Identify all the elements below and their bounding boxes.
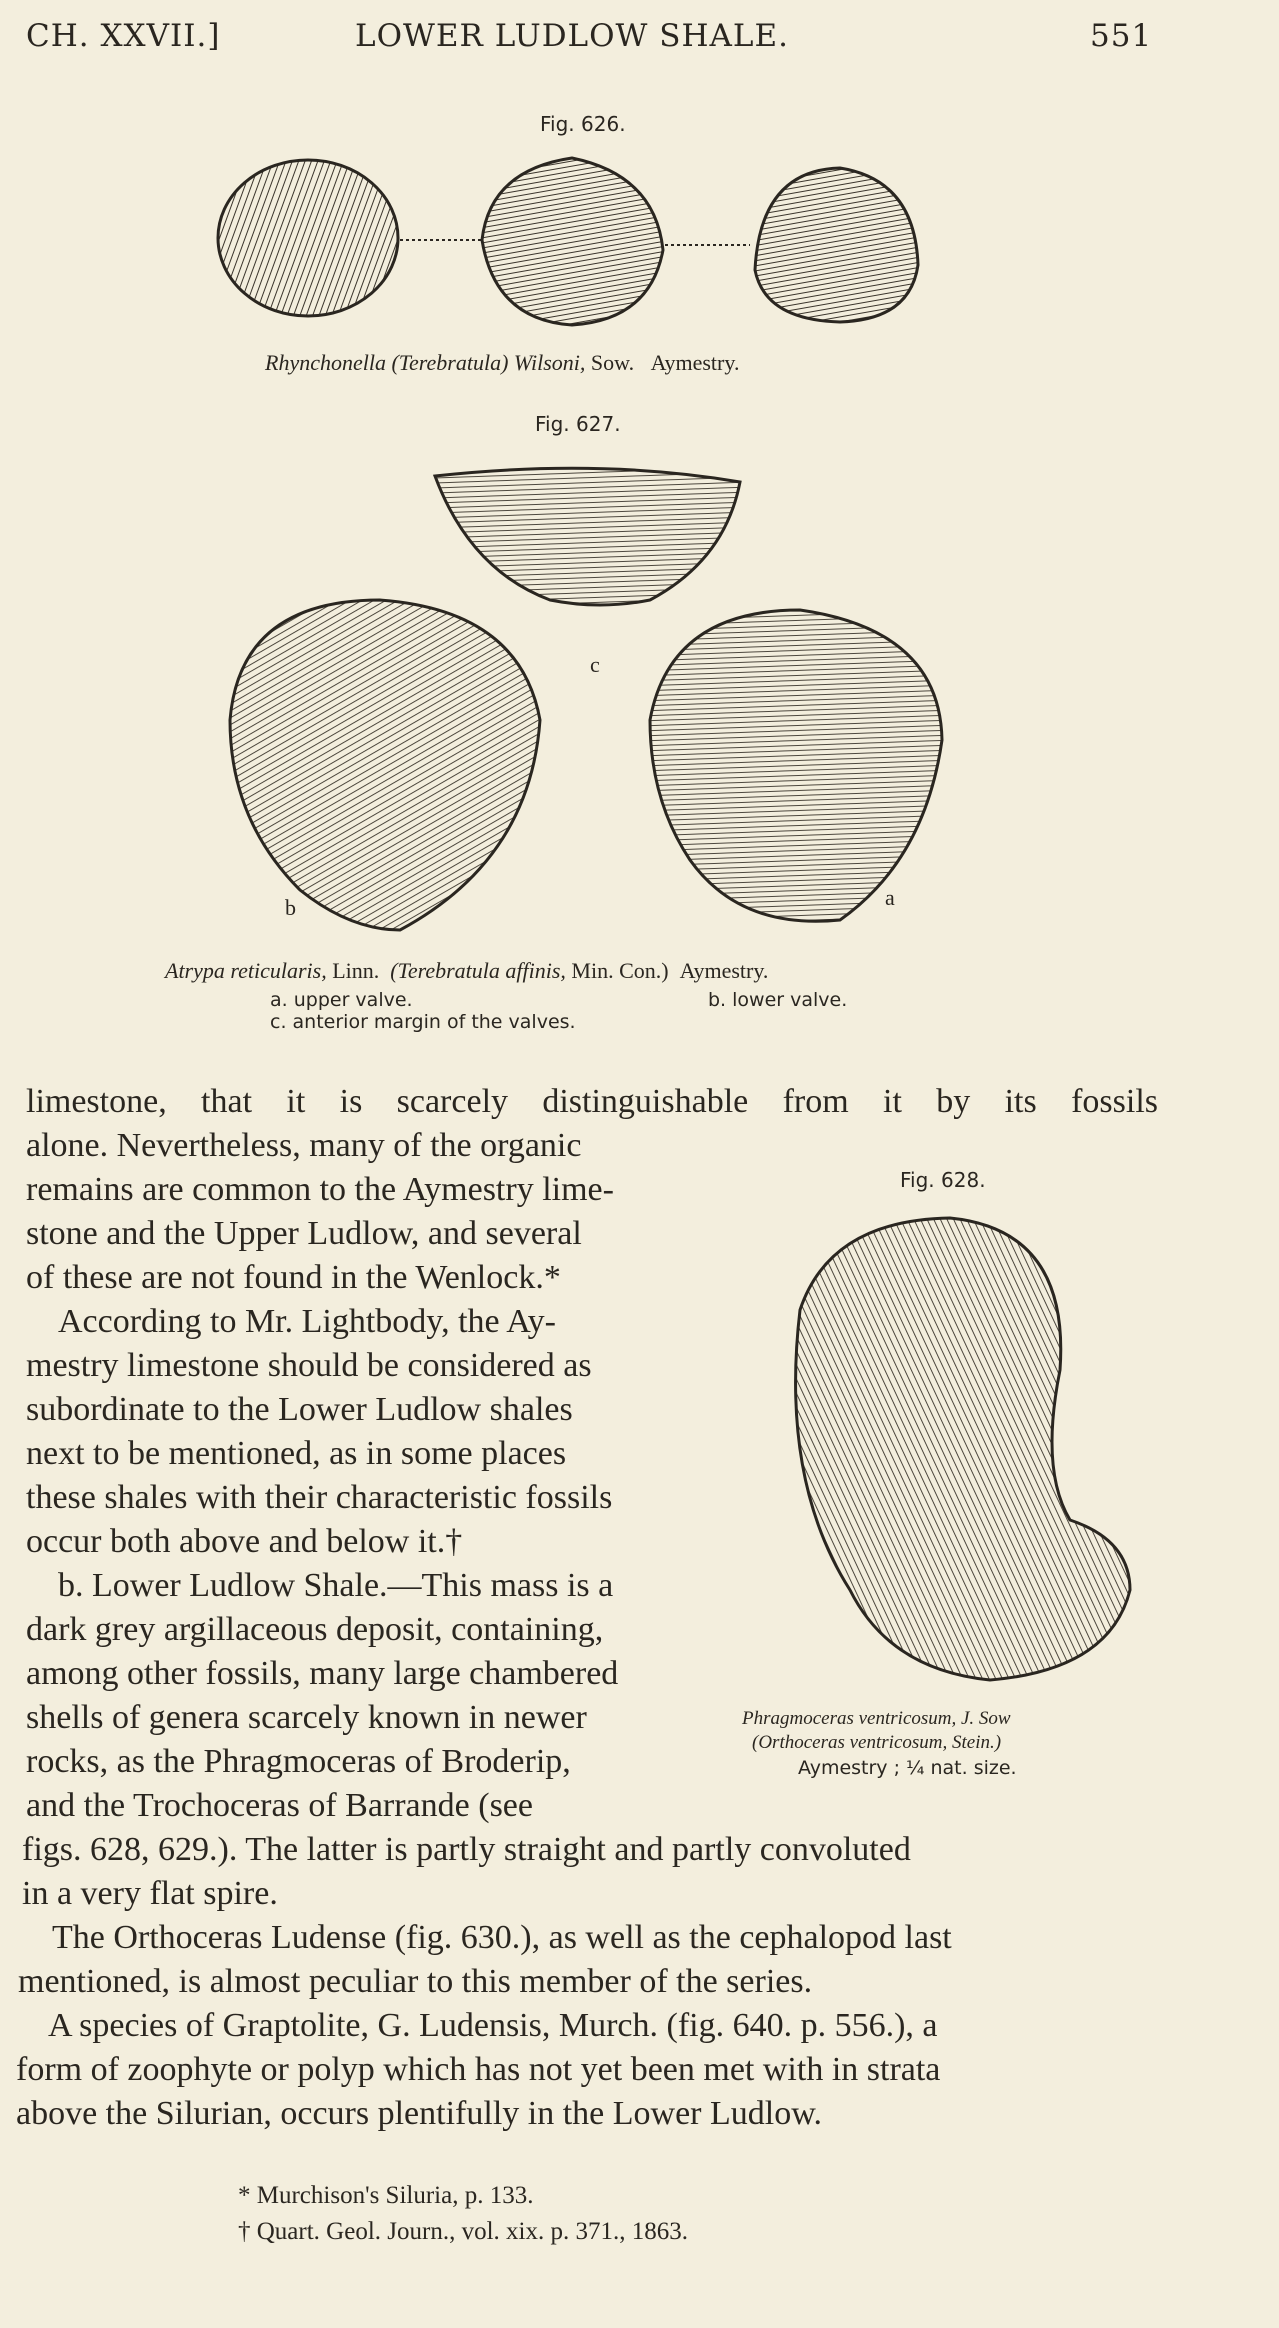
page-number: 551	[1090, 18, 1153, 54]
body-line-14: among other fossils, many large chambered	[26, 1655, 619, 1692]
chapter-heading: CH. XXVII.]	[26, 18, 221, 54]
body-line-16: rocks, as the Phragmoceras of Broderip,	[26, 1743, 571, 1780]
footnote-2: † Quart. Geol. Journ., vol. xix. p. 371., 1863.	[238, 2218, 688, 2245]
fig-628-caption-line3: Aymestry ; ¼ nat. size.	[798, 1757, 1017, 1779]
body-line-9: next to be mentioned, as in some places	[26, 1435, 567, 1472]
fig-627-caption	[165, 958, 768, 984]
body-line-13: dark grey argillaceous deposit, containing,	[26, 1611, 604, 1648]
fig-626-illustration	[200, 150, 940, 330]
fig-627-label: Fig. 627.	[535, 412, 621, 436]
fig-627-letter-b: b	[285, 895, 296, 920]
body-line-23: form of zoophyte or polyp which has not yet been met with in strata	[16, 2051, 941, 2088]
fig-628-label: Fig. 628.	[900, 1168, 986, 1192]
fig-627-illustration	[220, 460, 980, 940]
body-line-18: figs. 628, 629.). The latter is partly straight and partly convoluted	[22, 1831, 911, 1868]
shell-626-right	[755, 168, 918, 322]
fig-626-caption	[265, 350, 739, 376]
body-line-8: subordinate to the Lower Ludlow shales	[26, 1391, 573, 1428]
body-line-15: shells of genera scarcely known in newer	[26, 1699, 587, 1736]
fig-628-illustration	[770, 1210, 1140, 1690]
fig-626-genus: Rhynchonella	[265, 350, 386, 375]
fig-627-syn-author: Min. Con.)	[571, 958, 669, 983]
running-title: LOWER LUDLOW SHALE.	[355, 18, 790, 54]
shell-626-left	[218, 160, 398, 316]
fig-628-caption-line1	[742, 1708, 1011, 1730]
body-line-12: b. Lower Ludlow Shale.—This mass is a	[58, 1567, 614, 1604]
fig-628-caption-line2	[752, 1732, 1001, 1754]
body-line-6: According to Mr. Lightbody, the Ay-	[58, 1303, 556, 1340]
footnote-1: * Murchison's Siluria, p. 133.	[238, 2182, 534, 2209]
body-line-17: and the Trochoceras of Barrande (see	[26, 1787, 533, 1824]
fig-626-locality: Aymestry.	[650, 350, 740, 375]
fig-627-legend-a: a. upper valve.	[270, 989, 413, 1011]
fig-627-author: Linn.	[332, 958, 380, 983]
body-line-11: occur both above and below it.†	[26, 1523, 463, 1560]
fig-626-author: Sow.	[590, 350, 635, 375]
body-line-19: in a very flat spire.	[22, 1875, 278, 1912]
body-line-7: mestry limestone should be considered as	[26, 1347, 592, 1384]
fig-627-letter-a: a	[885, 885, 895, 910]
body-line-3: remains are common to the Aymestry lime-	[26, 1171, 614, 1208]
fig-627-legend-b: b. lower valve.	[708, 989, 848, 1011]
body-line-4: stone and the Upper Ludlow, and several	[26, 1215, 582, 1252]
fig-626-label: Fig. 626.	[540, 112, 626, 136]
fig-627-letter-c: c	[590, 652, 600, 677]
body-line-21: mentioned, is almost peculiar to this member of the series.	[18, 1963, 813, 2000]
shell-627-b	[230, 600, 540, 930]
shell-628	[796, 1218, 1130, 1680]
fig-627-name: Atrypa reticularis,	[165, 958, 327, 983]
fig-628-caption-text1: Phragmoceras ventricosum, J. Sow	[742, 1708, 1011, 1729]
shell-627-c	[435, 468, 740, 605]
fig-628-caption-text2: (Orthoceras ventricosum, Stein.)	[752, 1732, 1002, 1753]
body-line-2: alone. Nevertheless, many of the organic	[26, 1127, 582, 1164]
body-line-24: above the Silurian, occurs plentifully in the Lower Ludlow.	[16, 2095, 823, 2132]
body-line-10: these shales with their characteristic fossils	[26, 1479, 613, 1516]
fig-626-paren: (Terebratula)	[391, 350, 509, 375]
body-line-22: A species of Graptolite, G. Ludensis, Murch. (fig. 640. p. 556.), a	[48, 2007, 938, 2044]
fig-627-syn: (Terebratula affinis,	[390, 958, 566, 983]
fig-627-legend-c: c. anterior margin of the valves.	[270, 1011, 576, 1033]
body-line-1: limestone, that it is scarcely distinguishable from it by its fossils	[26, 1083, 1158, 1120]
fig-626-species: Wilsoni,	[513, 350, 586, 375]
shell-627-a	[650, 610, 942, 921]
body-line-20: The Orthoceras Ludense (fig. 630.), as well as the cephalopod last	[52, 1919, 952, 1956]
shell-626-middle	[482, 158, 663, 325]
body-line-5: of these are not found in the Wenlock.*	[26, 1259, 561, 1296]
fig-627-locality: Aymestry.	[679, 958, 769, 983]
